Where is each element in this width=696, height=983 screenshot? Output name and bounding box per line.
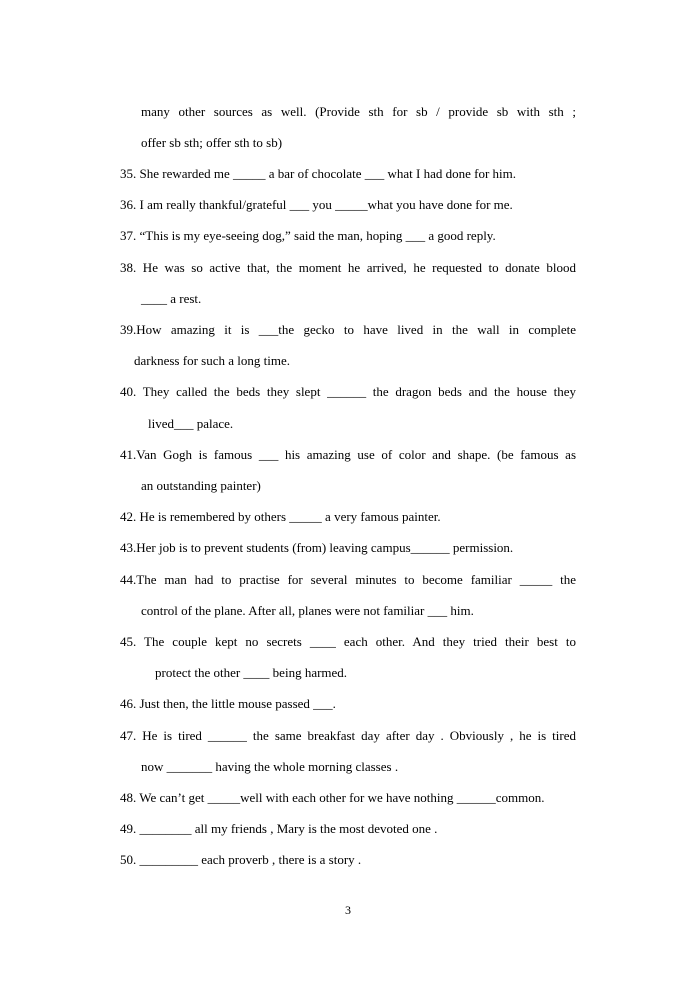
text-line-1: many other sources as well. (Provide sth for sb / provide sb with sth ; [141,104,576,119]
question-42: 42. He is remembered by others _____ a very famous painter. [120,509,441,524]
question-39: 39.How amazing it is ___the gecko to have lived in the wall in complete [120,322,576,337]
question-36: 36. I am really thankful/grateful ___ you _____what you have done for me. [120,197,513,212]
question-44: 44.The man had to practise for several minutes to become familiar _____ the [120,572,576,587]
question-37: 37. “This is my eye-seeing dog,” said the man, hoping ___ a good reply. [120,228,496,243]
question-40-cont: lived___ palace. [148,416,234,431]
page-number: 3 [345,903,351,917]
question-38-cont: ____ a rest. [141,291,202,306]
question-35: 35. She rewarded me _____ a bar of chocolate ___ what I had done for him. [120,166,517,181]
question-38: 38. He was so active that, the moment he arrived, he requested to donate blood [120,260,576,275]
question-40: 40. They called the beds they slept ______ the dragon beds and the house they [120,384,576,399]
question-48: 48. We can’t get _____well with each other for we have nothing ______common. [120,790,545,805]
question-43: 43.Her job is to prevent students (from) leaving campus______ permission. [120,540,514,555]
question-45: 45. The couple kept no secrets ____ each other. And they tried their best to [120,634,576,649]
question-44-cont: control of the plane. After all, planes were not familiar ___ him. [141,603,474,618]
question-39-cont: darkness for such a long time. [134,353,290,368]
question-47-cont: now _______ having the whole morning classes . [141,759,399,774]
text-line-2: offer sb sth; offer sth to sb) [141,135,283,150]
question-46: 46. Just then, the little mouse passed ___. [120,696,336,711]
question-50: 50. _________ each proverb , there is a story . [120,852,362,867]
question-41: 41.Van Gogh is famous ___ his amazing use of color and shape. (be famous as [120,447,576,462]
question-45-cont: protect the other ____ being harmed. [155,665,348,680]
question-47: 47. He is tired ______ the same breakfast day after day . Obviously , he is tired [120,728,576,743]
question-49: 49. ________ all my friends , Mary is the most devoted one . [120,821,438,836]
question-41-cont: an outstanding painter) [141,478,261,493]
